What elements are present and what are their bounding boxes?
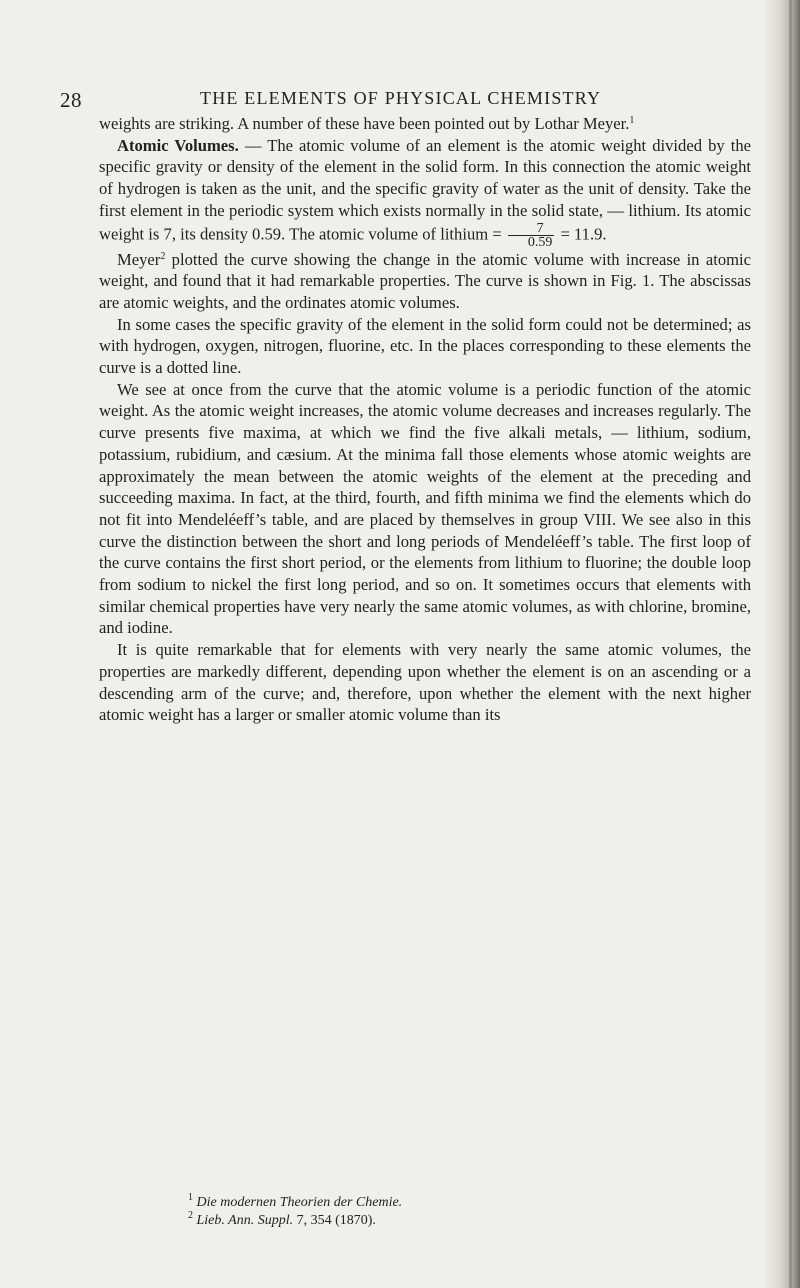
page-number: 28: [60, 88, 82, 112]
paragraph-periodic-function: We see at once from the curve that the atomic volume is a periodic function of the atomic weight. As the atomic weight increases, the atomic volume decreases and increases regularly. The curve presents five maxima, at which we find the five alkali metals, — lithium, sodium, potassium, rubidium, and cæsium. At the minima fall those elements whose atomic weights are approximately the mean between the atomic weights of the element at the preceding and succeeding maxima. In fact, at the third, fourth, and fifth minima we find the elements which do not fit into Mendeléeff’s table, and are placed by themselves in group VIII. We see also in this curve the distinction between the short and long periods of Mendeléeff’s table. The first loop of the curve contains the first short period, or the elements from lithium to fluorine; the double loop from sodium to nickel the first long period, and so on. It sometimes occurs that elements with similar chemical properties have very nearly the same atomic volumes, as with chlorine, bromine, and iodine.: [99, 379, 751, 638]
page-edge-shadow: [766, 0, 800, 1288]
paragraph-text-rest: plotted the curve showing the change in the atomic volume with increase in atomic weight, and found that it had remarkable properties. The curve is shown in Fig. 1. The abscissas are atomic weights, and the ordinates atomic volumes.: [99, 249, 751, 312]
fraction: [508, 222, 555, 249]
paragraph-remarkable-properties: It is quite remarkable that for elements with very nearly the same atomic volumes, the properties are markedly different, depending upon whether the element is on an ascending or a descending arm of the curve; and, therefore, upon whether the element with the next higher atomic weight has a larger or smaller atomic volume than its: [99, 640, 751, 725]
paragraph-dotted-line: In some cases the specific gravity of the element in the solid form could not be determined; as with hydrogen, oxygen, nitrogen, fluorine, etc. In the places corresponding to these elements the curve is a dotted line.: [99, 314, 751, 378]
paragraph-continuation: [99, 113, 751, 135]
footnote-2-detail: 7, 354 (1870).: [293, 1213, 376, 1228]
footnote-mark-1: 1: [188, 1192, 193, 1203]
paragraph-text-end: = 11.9.: [556, 223, 607, 243]
section-heading: Atomic Volumes.: [117, 135, 239, 155]
body-text: [99, 113, 751, 726]
page-edge-line: [789, 0, 792, 1288]
footnotes: [188, 1194, 748, 1230]
footnote-ref-1: 1: [629, 115, 635, 126]
paragraph-text: Meyer: [117, 249, 161, 269]
running-head: [60, 88, 750, 112]
paragraph-atomic-volumes: [99, 135, 751, 249]
running-title: THE ELEMENTS OF PHYSICAL CHEMISTRY: [200, 88, 602, 108]
fraction-denominator: 0.59: [527, 234, 553, 250]
paragraph-text: — The atomic volume of an element is the atomic weight divided by the specific gravity or density of the element in the solid form. In this connection the atomic weight of hydrogen is taken as the unit, and the specific gravity of water as the unit of density. Take the first element in the periodic system which exists normally in the solid state, — lithium. Its atomic weight is 7, its density 0.59. The atomic volume of lithium =: [99, 135, 751, 243]
footnote-mark-2: 2: [188, 1210, 193, 1221]
footnote-1-title: Die modernen Theorien der Chemie.: [196, 1195, 403, 1210]
footnote-1: [188, 1194, 748, 1212]
paragraph-meyer-curve: [99, 249, 751, 314]
fraction-numerator: 7: [508, 222, 555, 236]
footnote-ref-2: 2: [160, 250, 166, 262]
footnote-2-source: Lieb. Ann. Suppl.: [196, 1213, 294, 1228]
paragraph-text: weights are striking. A number of these have been pointed out by Lothar Meyer.: [99, 114, 630, 133]
footnote-2: [188, 1212, 748, 1230]
